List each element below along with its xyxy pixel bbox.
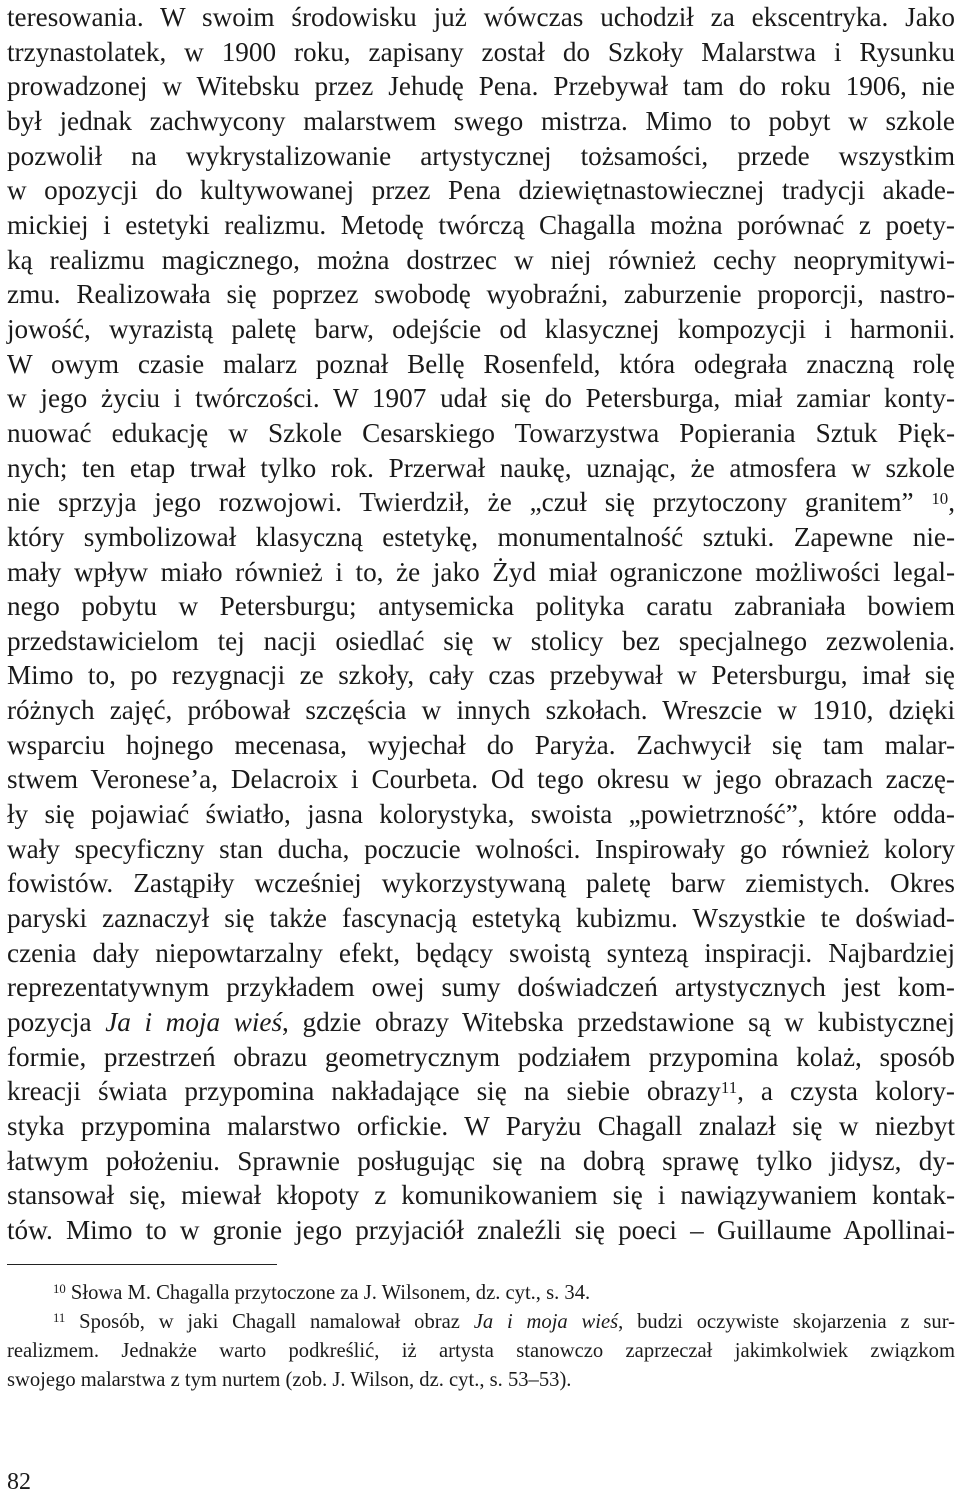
body-line: nych; ten etap trwał tylko rok. Przerwał naukę, uznając, że atmosfera w szkole <box>7 452 955 483</box>
body-line: W owym czasie malarz poznał Bellę Rosenfeld, która odegrała znaczną rolę <box>7 348 955 379</box>
body-line: różnych zajęć, próbował szczęścia w innych szkołach. Wreszcie w 1910, dzięki <box>7 695 955 726</box>
body-line: pozwolił na wykrystalizowanie artystycznej tożsamości, przede wszystkim <box>7 140 955 171</box>
body-line: formie, przestrzeń obrazu geometrycznym podziałem przypomina kolaż, sposób <box>7 1041 955 1072</box>
footnote-11-continuation: realizmem. Jednakże warto podkreślić, iż artysta stanowczo zaprzeczał jakimkolwiek związkom <box>7 1340 955 1363</box>
footnote-text: , budzi oczywiste skojarzenia z sur- <box>618 1311 956 1334</box>
body-line: Mimo to, po rezygnacji ze szkoły, cały czas przebywał w Petersburgu, imał się <box>7 660 955 691</box>
body-line: przedstawicielom tej nacji osiedlać się w stolicy bez specjalnego zezwolenia. <box>7 625 955 656</box>
body-line: w jego życiu i twórczości. W 1907 udał się do Petersburga, miał zamiar konty- <box>7 383 955 414</box>
line-text: , <box>948 487 956 518</box>
body-line: ły się pojawiać światło, jasna kolorystyka, swoista „powietrzność”, które odda- <box>7 799 955 830</box>
footnote-text: Sposób, w jaki Chagall namalował obraz <box>79 1311 474 1334</box>
body-line: nego pobytu w Petersburgu; antysemicka polityka caratu zabraniała bowiem <box>7 591 955 622</box>
body-line-with-footnote-ref <box>7 1074 955 1109</box>
page-number: 82 <box>7 1469 31 1495</box>
artwork-title: Ja i moja wieś <box>105 1007 283 1038</box>
line-text: , a czysta kolory- <box>737 1076 955 1107</box>
body-line: fowistów. Zastąpiły wcześniej wykorzystywaną paletę barw ziemistych. Okres <box>7 868 955 899</box>
body-line-with-italic-title <box>7 1005 955 1040</box>
main-body-text <box>7 0 955 1248</box>
line-text: nie sprzyja jego rozwojowi. Twierdził, że „czuł się przytoczony granitem” <box>7 487 914 518</box>
footnote-number: 11 <box>53 1311 66 1326</box>
line-text: , gdzie obrazy Witebska przedstawione są w kubistycznej <box>282 1007 955 1038</box>
body-line: paryski zaznaczył się także fascynacją estetyką kubizmu. Wszystkie te doświad- <box>7 903 955 934</box>
footnote-11-continuation: swojego malarstwa z tym nurtem (zob. J. Wilson, dz. cyt., s. 53–53). <box>7 1369 572 1392</box>
footnote-text: Słowa M. Chagalla przytoczone za J. Wilsonem, dz. cyt., s. 34. <box>70 1282 591 1304</box>
body-line: wały specyficzny stan ducha, poczucie wolności. Inspirowały go również kolory <box>7 833 955 864</box>
body-line: łatwym położeniu. Sprawnie posługując się na dobrą sprawę tylko jidysz, dy- <box>7 1145 955 1176</box>
body-line-with-footnote-ref <box>7 485 955 520</box>
body-line: ką realizmu magicznego, można dostrzec w niej również cechy neoprymitywi- <box>7 244 955 275</box>
artwork-title: Ja i moja wieś <box>473 1311 619 1334</box>
body-line: jowość, wyrazistą paletę barw, odejście od klasycznej kompozycji i harmonii. <box>7 313 955 344</box>
body-line: który symbolizował klasyczną estetykę, monumentalność sztuki. Zapewne nie- <box>7 521 955 552</box>
body-line: tów. Mimo to w gronie jego przyjaciół znaleźli się poeci – Guillaume Apollinai- <box>7 1214 955 1245</box>
body-line: stansował się, miewał kłopoty z komunikowaniem się i nawiązywaniem kontak- <box>7 1180 955 1211</box>
body-line: reprezentatywnym przykładem owej sumy doświadczeń artystycznych jest kom- <box>7 972 955 1003</box>
footnote-separator <box>7 1264 277 1265</box>
body-line: czenia dały niepowtarzalny efekt, będący swoistą syntezą inspiracji. Najbardziej <box>7 937 955 968</box>
body-line: styka przypomina malarstwo orfickie. W Paryżu Chagall znalazł się w niezbyt <box>7 1111 955 1141</box>
body-line: mały wpływ miało również i to, że jako Żyd miał ograniczone możliwości legal- <box>7 556 955 587</box>
footnote-11 <box>7 1308 955 1337</box>
footnote-ref-11: 11 <box>720 1077 738 1097</box>
body-line: mickiej i estetyki realizmu. Metodę twórczą Chagalla można porównać z poety- <box>7 209 955 240</box>
body-line: nuować edukację w Szkole Cesarskiego Towarzystwa Popierania Sztuk Pięk- <box>7 417 955 448</box>
body-line: w opozycji do kultywowanej przez Pena dziewiętnastowiecznej tradycji akade- <box>7 175 955 206</box>
body-line: teresowania. W swoim środowisku już wówczas uchodził za ekscentryka. Jako <box>7 2 955 32</box>
body-line: prowadzonej w Witebsku przez Jehudę Pena. Przebywał tam do roku 1906, nie <box>7 71 955 102</box>
body-line: zmu. Realizowała się poprzez swobodę wyobraźni, zaburzenie proporcji, nastro- <box>7 279 955 310</box>
footnote-number: 10 <box>53 1282 66 1297</box>
body-line: trzynastolatek, w 1900 roku, zapisany został do Szkoły Malarstwa i Rysunku <box>7 36 955 67</box>
body-line: wsparciu hojnego mecenasa, wyjechał do Paryża. Zachwycił się tam malar- <box>7 729 955 760</box>
body-line: był jednak zachwycony malarstwem swego mistrza. Mimo to pobyt w szkole <box>7 105 955 136</box>
line-text: pozycja <box>7 1007 106 1038</box>
footnote-10 <box>7 1279 955 1308</box>
footnotes <box>7 1279 955 1395</box>
line-text: kreacji świata przypomina nakładające się na siebie obrazy <box>7 1076 721 1107</box>
body-line: stwem Veronese’a, Delacroix i Courbeta. Od tego okresu w jego obrazach zaczę- <box>7 764 955 795</box>
footnote-ref-10: 10 <box>931 488 949 508</box>
